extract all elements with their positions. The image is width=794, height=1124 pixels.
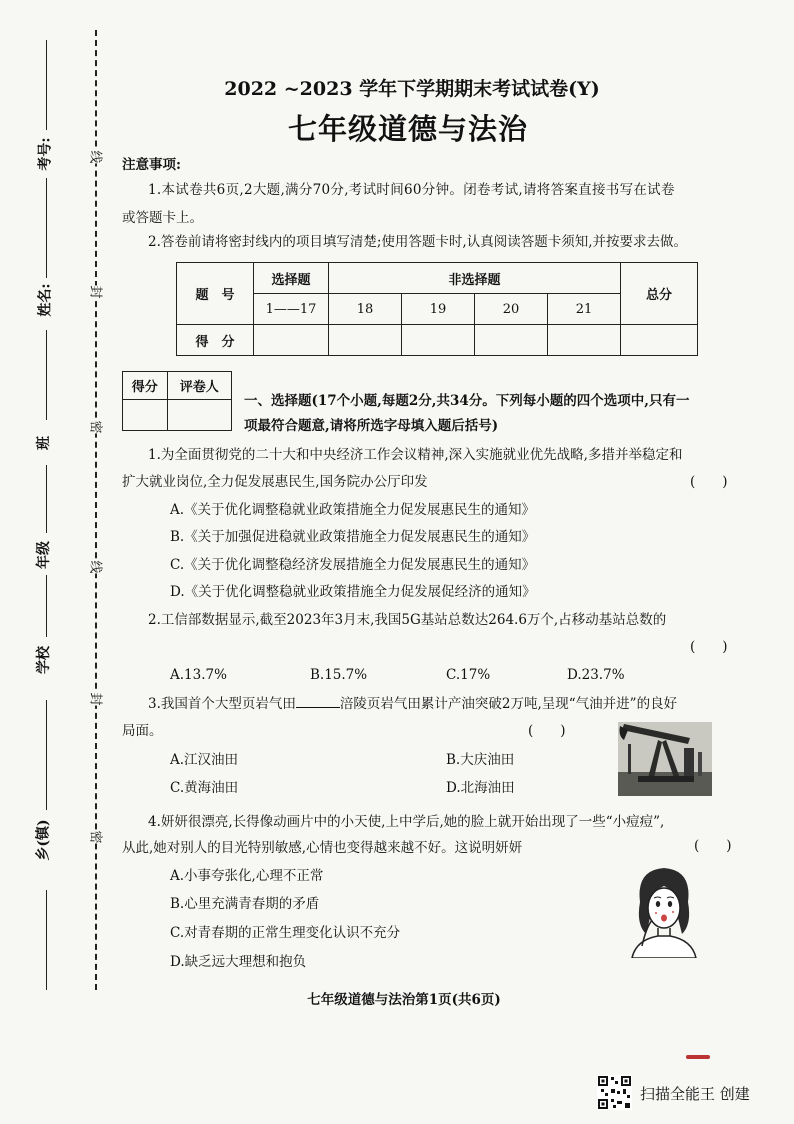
score-table-header-nonchoice: 非选择题: [329, 263, 621, 294]
notice-item-2: 2.答卷前请将密封线内的项目填写清楚;使用答题卡时,认真阅读答题卡须知,并按要求去做。: [148, 234, 688, 250]
question-1-answer-bracket[interactable]: ( ): [690, 474, 728, 490]
question-2-option-b: B.15.7%: [310, 667, 368, 683]
grader-score-label: 得分: [123, 372, 168, 400]
section-1-heading: 一、选择题(17个小题,每题2分,共34分。下列每小题的四个选项中,只有一: [244, 393, 690, 409]
score-table-col: 21: [548, 294, 621, 325]
score-table-header-total: 总分: [621, 263, 698, 325]
notice-item-1-cont: 或答题卡上。: [122, 210, 203, 226]
seal-char: 封: [87, 285, 103, 299]
class-line[interactable]: [46, 330, 47, 420]
question-4-stem: 4.妍妍很漂亮,长得像动画片中的小天使,上中学后,她的脸上就开始出现了一些“小痘痘”,: [148, 814, 665, 830]
score-table-col: 20: [475, 294, 548, 325]
binding-margin: [0, 0, 112, 1124]
seal-dashed-line: [95, 30, 97, 990]
score-cell[interactable]: [254, 325, 329, 356]
score-cell[interactable]: [329, 325, 402, 356]
seal-char: 线: [87, 150, 103, 164]
grader-table: [122, 371, 232, 431]
question-4-answer-bracket[interactable]: ( ): [694, 838, 732, 854]
township-label: 乡(镇): [35, 819, 52, 861]
notice-heading: 注意事项:: [122, 157, 181, 173]
score-table: [176, 262, 698, 356]
school-line[interactable]: [46, 575, 47, 637]
question-2-option-a: A.13.7%: [170, 667, 227, 683]
page-footer: 七年级道德与法治第1页(共6页): [307, 992, 501, 1008]
oil-pump-image: [618, 722, 712, 796]
score-table-defen: 得 分: [177, 325, 254, 356]
qr-code-icon: [597, 1075, 632, 1110]
township-line[interactable]: [46, 700, 47, 810]
question-1-stem: 1.为全面贯彻党的二十大和中央经济工作会议精神,深入实施就业优先战略,多措并举稳定和: [148, 447, 683, 463]
exam-title: 2022 ~2023 学年下学期期末考试试卷(Y): [224, 78, 600, 100]
name-line[interactable]: [46, 178, 47, 278]
red-mark: [686, 1055, 710, 1059]
class-label: 班: [36, 436, 52, 450]
question-1-option-d: D.《关于优化调整稳就业政策措施全力促发展促经济的通知》: [170, 584, 536, 600]
notice-item-1: 1.本试卷共6页,2大题,满分70分,考试时间60分钟。闭卷考试,请将答案直接书写在试卷: [148, 182, 675, 198]
question-2-option-c: C.17%: [446, 667, 491, 683]
question-4-option-c: C.对青春期的正常生理变化认识不充分: [170, 925, 401, 941]
question-3-stem: [148, 694, 677, 714]
score-cell[interactable]: [402, 325, 475, 356]
question-2-option-d: D.23.7%: [567, 667, 625, 683]
question-3-answer-bracket[interactable]: ( ): [528, 723, 566, 739]
question-3-stem-part-a: 3.我国首个大型页岩气田: [148, 696, 296, 712]
score-table-header-choice: 选择题: [254, 263, 329, 294]
question-3-option-a: A.江汉油田: [170, 752, 239, 768]
section-1-heading-cont: 项最符合题意,请将所选字母填入题后括号): [244, 418, 499, 434]
question-1-option-b: B.《关于加强促进稳就业政策措施全力促发展惠民生的通知》: [170, 529, 536, 545]
question-3-option-b: B.大庆油田: [446, 752, 515, 768]
seal-char: 封: [87, 692, 103, 706]
grade-label: 年级: [36, 541, 52, 569]
score-cell[interactable]: [548, 325, 621, 356]
girl-illustration: [618, 862, 710, 958]
subject-title: 七年级道德与法治: [287, 112, 528, 146]
seal-char: 线: [87, 560, 103, 574]
score-table-header-tihao: 题 号: [177, 263, 254, 325]
question-3-blank[interactable]: [296, 695, 340, 708]
score-cell[interactable]: [475, 325, 548, 356]
score-table-col: 18: [329, 294, 402, 325]
grade-line[interactable]: [46, 465, 47, 533]
scanner-brand: 扫描全能王 创建: [640, 1085, 750, 1103]
seal-char: 密: [87, 830, 103, 844]
question-3-option-d: D.北海油田: [446, 780, 515, 796]
question-4-stem-cont: 从此,她对别人的目光特别敏感,心情也变得越来越不好。这说明妍妍: [122, 840, 523, 856]
question-4-option-a: A.小事夸张化,心理不正常: [170, 868, 324, 884]
question-3-option-c: C.黄海油田: [170, 780, 239, 796]
question-4-option-d: D.缺乏远大理想和抱负: [170, 954, 307, 970]
question-3-stem-cont: 局面。: [122, 723, 163, 739]
school-label: 学校: [36, 646, 52, 674]
score-table-range: 1——17: [254, 294, 329, 325]
seal-char: 密: [87, 420, 103, 434]
question-1-stem-cont: 扩大就业岗位,全力促发展惠民生,国务院办公厅印发: [122, 474, 428, 490]
grader-name-cell[interactable]: [167, 400, 231, 431]
township-line-lower[interactable]: [46, 890, 47, 990]
grader-score-cell[interactable]: [123, 400, 168, 431]
name-label: 姓名:: [37, 283, 54, 317]
score-cell[interactable]: [621, 325, 698, 356]
question-3-stem-part-b: 涪陵页岩气田累计产油突破2万吨,呈现“气油并进”的良好: [339, 696, 678, 712]
score-table-col: 19: [402, 294, 475, 325]
question-4-option-b: B.心里充满青春期的矛盾: [170, 896, 320, 912]
question-1-option-c: C.《关于优化调整稳经济发展措施全力促发展惠民生的通知》: [170, 557, 536, 573]
question-2-stem: 2.工信部数据显示,截至2023年3月末,我国5G基站总数达264.6万个,占移动基站总数的: [148, 612, 667, 628]
exam-number-label: 考号:: [37, 137, 54, 171]
question-2-answer-bracket[interactable]: ( ): [690, 639, 728, 655]
grader-name-label: 评卷人: [167, 372, 231, 400]
question-1-option-a: A.《关于优化调整稳就业政策措施全力促发展惠民生的通知》: [170, 502, 536, 518]
